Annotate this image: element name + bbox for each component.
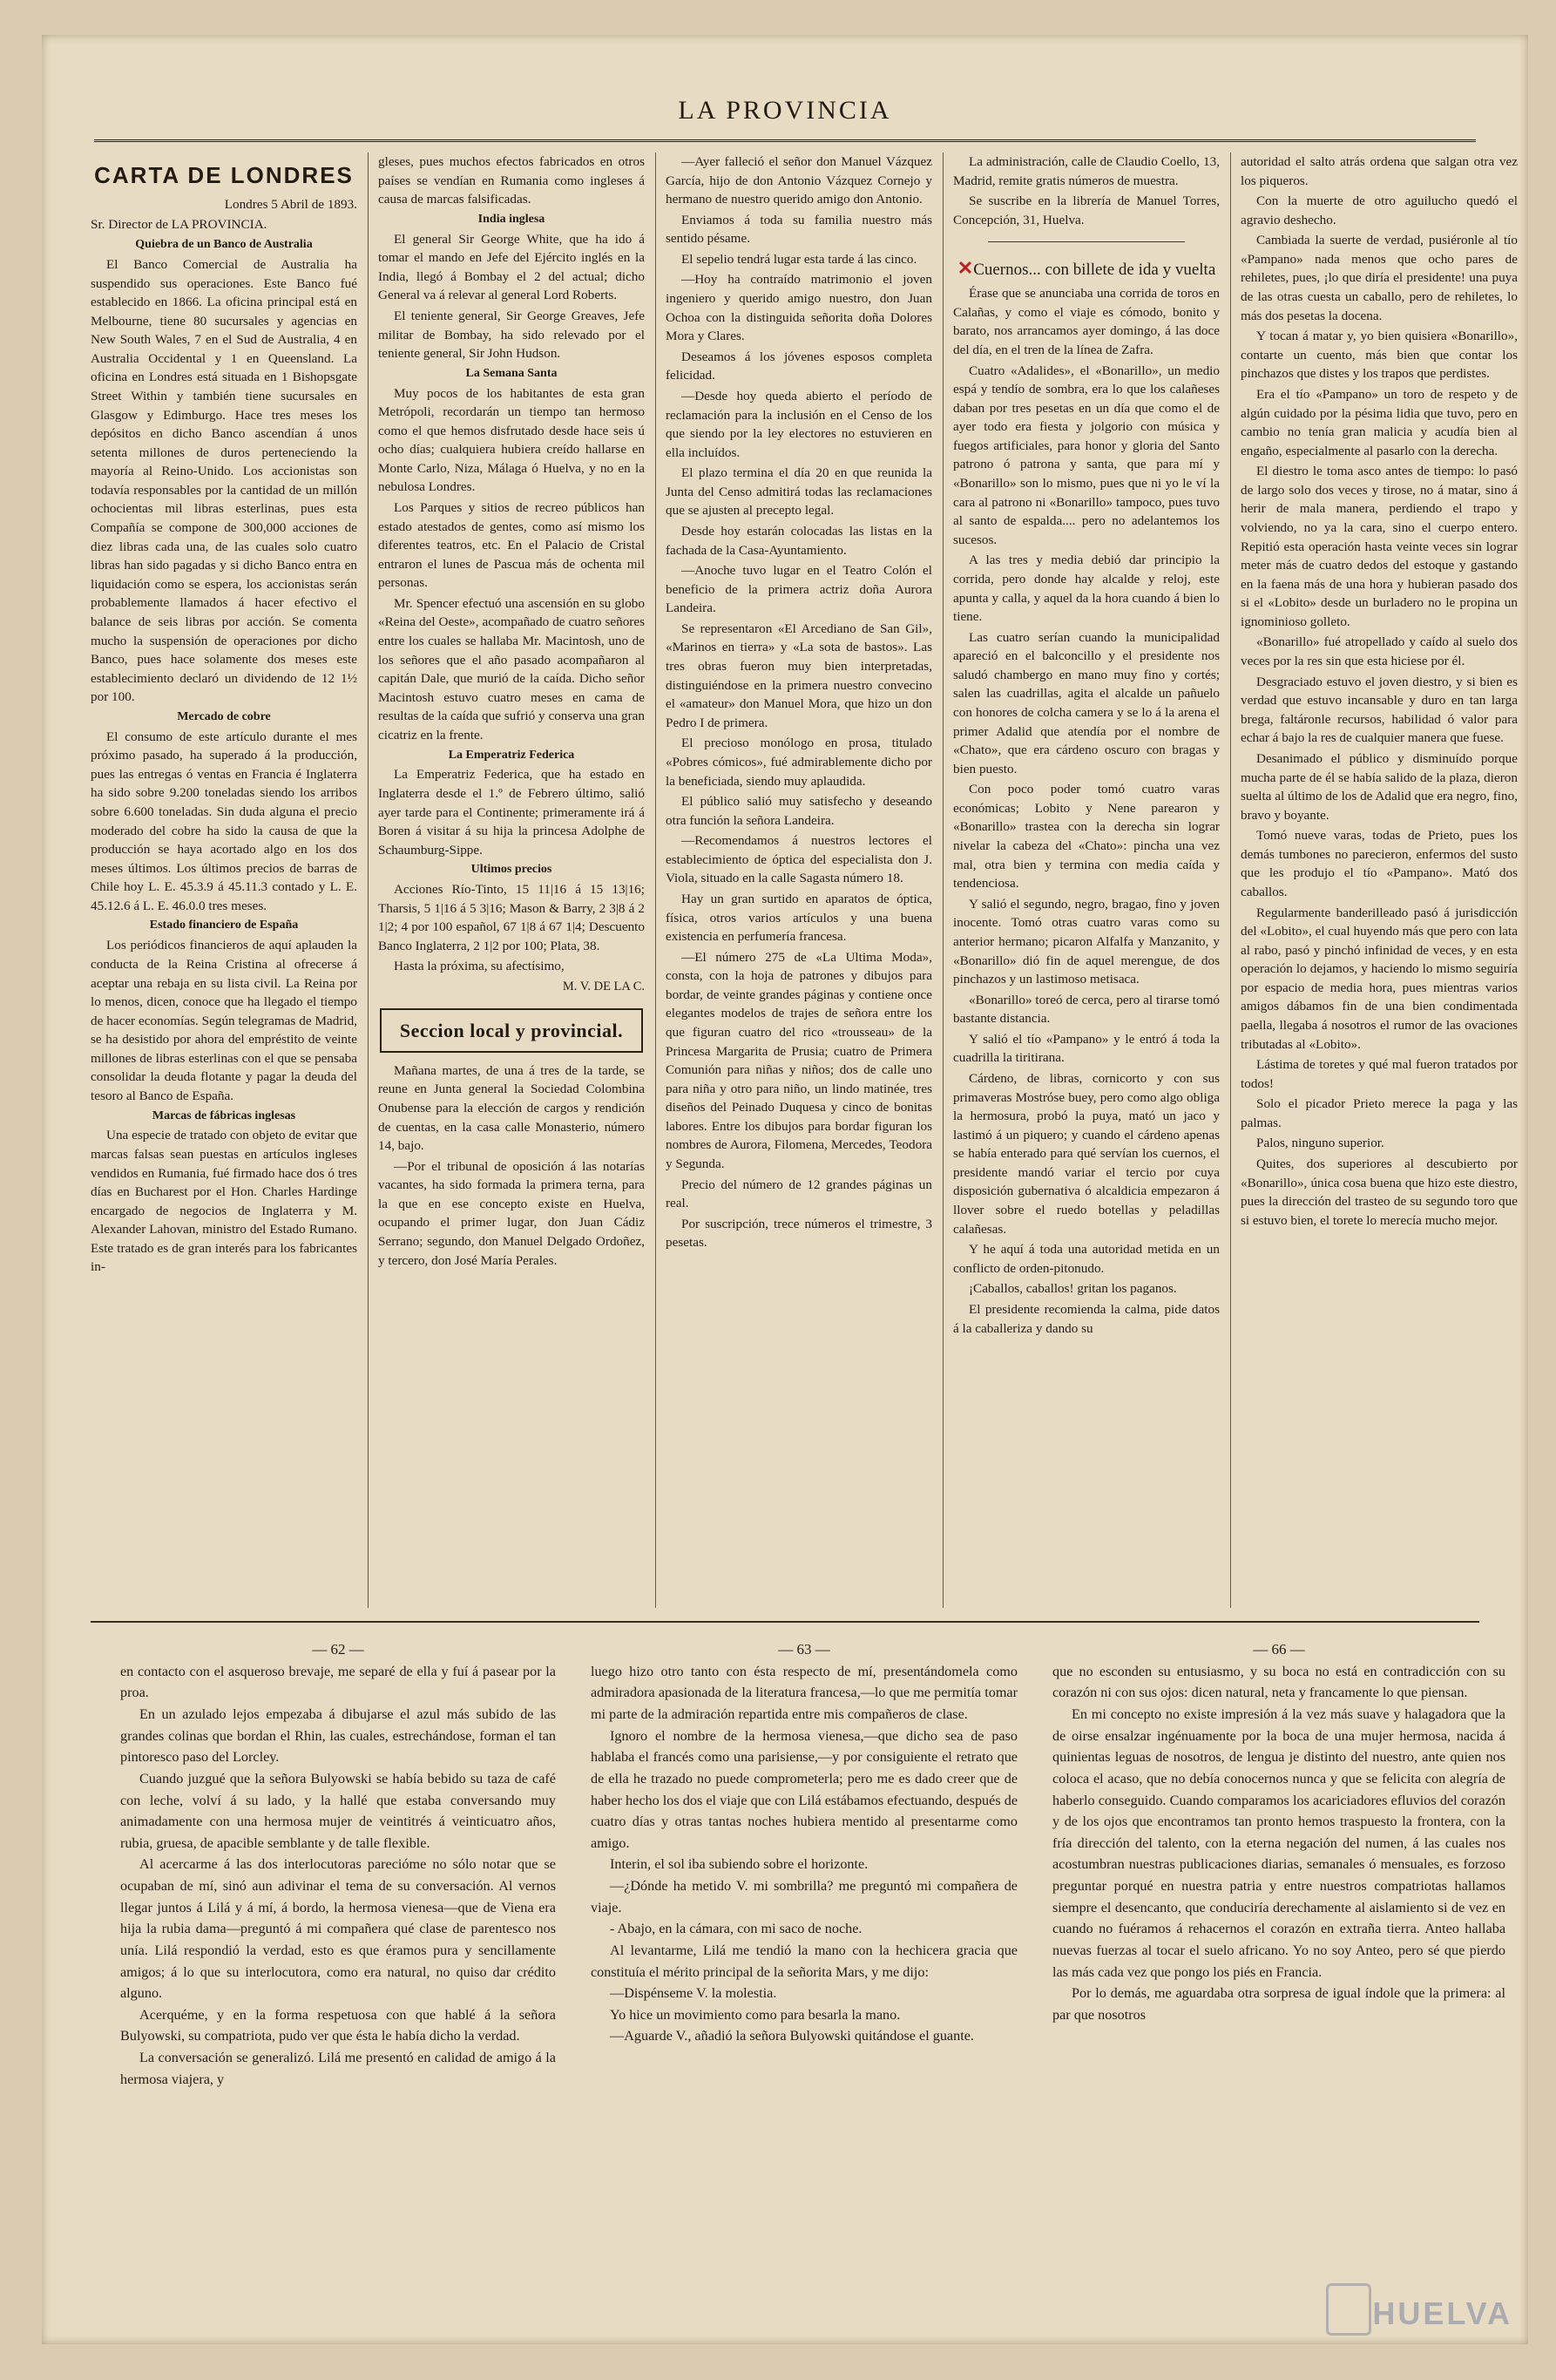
divider bbox=[988, 241, 1185, 242]
paragraph: Enviamos á toda su familia nuestro más sentido pésame. bbox=[666, 212, 932, 247]
paragraph: Y salió el tío «Pampano» y le entró á toda la cuadrilla la tiritirana. bbox=[953, 1031, 1220, 1066]
paragraph: —Dispénseme V. la molestia. bbox=[610, 1985, 777, 2002]
paragraph: «Bonarillo» fué atropellado y caído al suelo dos veces por la res sin que esta hiciese por él. bbox=[1241, 634, 1518, 669]
paragraph: que no esconden su entusiasmo, y su boca no está en contradicción con su corazón ni con sus ojos: dicen natural, neta y francamente lo que piensan. bbox=[1052, 1663, 1505, 1701]
paragraph: Y salió el segundo, negro, bragao, fino y joven inocente. Tomó otras cuatro varas como su anterior hermano; picaron Alfalfa y Manzanito, y «Bonarillo» dió fin de aquel merengue, de dos pinchazos y un lastimoso metisaca. bbox=[953, 896, 1220, 987]
paragraph: Los periódicos financieros de aquí aplauden la conducta de la Reina Cristina al ofrecerse á aceptar una rebaja en su lista civil. La Reina por lo menos, dicen, conoce que ha llegado el tiempo de hacer economías. Según telegramas de Madrid, se ha desistido por ahora del empréstito de veinte millones de libras esterlinas con el que se pensaba consolidar la deuda flotante y pagar la deuda del tesoro al Banco de España. bbox=[91, 938, 357, 1103]
paragraph: La Emperatriz Federica, que ha estado en Inglaterra desde el 1.º de Febrero último, salió ayer tarde para el Continente; primeramente irá á Boren á visitar á su hija la princesa Adolphe de Schaumburg-Sippe. bbox=[378, 767, 645, 858]
page-number: — 63 — bbox=[778, 1641, 830, 1658]
paragraph: Solo el picador Prieto merece la paga y las palmas. bbox=[1241, 1096, 1518, 1130]
paragraph: Cuatro «Adalides», el «Bonarillo», un medio espá y tendío de sombra, era lo que los calañeses daban por tres pesetas en un día que como el de ayer todo era fiesta y jolgorio con música y fuegos artificiales, para honor y gloria del Santo patrono ó patrona y santa, que para mí y «Bonarillo» son lo mismo, pues que ni yo le ví la cara al patrono ni «Bonarillo» tampoco, pues tuvo al santo de espalda.... pero no adelantemos los sucesos. bbox=[953, 363, 1220, 547]
paragraph: Por lo demás, me aguardaba otra sorpresa de igual índole que la primera: al par que nosotros bbox=[1052, 1985, 1505, 2023]
paragraph: Por suscripción, trece números el trimestre, 3 pesetas. bbox=[666, 1216, 932, 1251]
subheading: Estado financiero de España bbox=[149, 919, 299, 932]
paragraph: Quites, dos superiores al descubierto por «Bonarillo», única cosa buena que hizo este diestro, pues la dirección del trasteo de su segundo toro que si estuvo bien, el torete lo merecía mucho mejor. bbox=[1241, 1156, 1518, 1228]
column-3 bbox=[666, 153, 932, 1608]
newspaper-page bbox=[91, 153, 1528, 1608]
subheading: Mercado de cobre bbox=[177, 709, 271, 723]
paragraph: Hasta la próxima, su afectísimo, bbox=[394, 959, 565, 974]
bullfight-headline bbox=[953, 254, 1220, 282]
paragraph: —El número 275 de «La Ultima Moda», consta, con la hoja de patrones y dibujos para bordar, de veinte grandes páginas y contiene once elegantes modelos de trajes de señora entre los que figuran cuatro del rico «trousseau» de la Princesa Margarita de Prusia; cuatro de Primera Comunión para niñas y niños; dos de calle uno para niña y otro para niño, un lindo matinée, tres diseños del Peinado Duquesa y cinco de bonitas labores. Entre los dibujos para bordar figuran los nombres de Aurora, Filomena, Mercedes, Teodora y Segunda. bbox=[666, 949, 932, 1172]
section-heading-box: Seccion local y provincial. bbox=[380, 1008, 643, 1053]
column-5 bbox=[1241, 153, 1518, 1608]
paragraph: autoridad el salto atrás ordena que salgan otra vez los piqueros. bbox=[1241, 154, 1518, 188]
paragraph: en contacto con el asqueroso brevaje, me separé de ella y fuí á pasear por la proa. bbox=[120, 1663, 556, 1701]
paragraph: Interin, el sol iba subiendo sobre el horizonte. bbox=[610, 1856, 869, 1873]
column-4 bbox=[953, 153, 1220, 1608]
paragraph: Al acercarme á las dos interlocutoras parecióme no sólo notar que se ocupaban de mí, sinó aun adivinar el tema de su conversación. Al vernos llegar juntos á Lilá y á mí, á bordo, la hermosa vienesa—que de Viena era hija la rubia dama—preguntó á mi compañera qué clase de parentesco nos unía. Lilá respondió la verdad, esto es que éramos pura y sencillamente amigos; á lo que su interlocutora, como era natural, no quiso dar crédito alguno. bbox=[120, 1856, 556, 2002]
subheading: La Semana Santa bbox=[465, 366, 558, 380]
masthead-title: LA PROVINCIA bbox=[678, 96, 892, 125]
folletin-section bbox=[42, 1638, 1528, 2344]
paragraph: A las tres y media debió dar principio la corrida, pero donde hay alcalde y reloj, este apunta y calla, y aquel da la hora cuando á bien lo tiene. bbox=[953, 553, 1220, 625]
paragraph: Una especie de tratado con objeto de evitar que marcas falsas sean puestas en artículos ingleses vendidos en Rumania, fué firmado hace dos ó tres días en Bucharest por el Hon. Charles Hardinge encargado de negocios de Inglaterra y M. Alexander Lahovan, ministro del Estado Rumano. Este tratado es de gran interés para los fabricantes in- bbox=[91, 1128, 357, 1275]
paragraph: El presidente recomienda la calma, pide datos á la caballeriza y dando su bbox=[953, 1301, 1220, 1336]
salutation: Sr. Director de LA PROVINCIA. bbox=[91, 217, 267, 233]
subheading: Ultimos precios bbox=[470, 863, 552, 877]
paragraph: Desanimado el público y disminuído porque mucha parte de él se había salido de la plaza, dieron suelta al último de los de Adalid que era negro, fino, bravo y boyante. bbox=[1241, 750, 1518, 823]
paragraph: El Banco Comercial de Australia ha suspendido sus operaciones. Este Banco fué establecido en 1866. La oficina principal está en Melbourne, tiene 80 sucursales y agencias en New South Wales, 7 en el Sud de Australia, 4 en Australia Occidental y 1 en Queensland. La oficina en Londres está situada en 1 Bishopsgate Street Within y también tiene sucursales en Glasgow y Edimburgo. Hace tres meses los depósitos en dicho Banco ascendían á unos setenta millones de duros perteneciendo la mayoría al Reino-Unido. Los accionistas son todavía responsables por la cantidad de un millón ochocientas mil libras esterlinas, pues esta Compañía se compone de 300,000 acciones de diez libras cada una, de las cuales solo cuatro libras han sido pagadas y si dicho Banco entra en liquidación como se espera, los accionistas serán probablemente llamados á hacer efectivo el balance de seis libras por acción. Se comenta mucho la suspensión de operaciones por dicho Banco, pues hace solamente dos meses este establecimiento declaró un dividendo de 12 1½ por 100. bbox=[91, 256, 357, 705]
paragraph: gleses, pues muchos efectos fabricados en otros países se vendían en Rumania como ingleses á causa de marcas falsificadas. bbox=[378, 154, 645, 207]
paragraph: Con poco poder tomó cuatro varas económicas; Lobito y Nene parearon y «Bonarillo» trastea con la derecha sin lograr nivelar la cabeza del «Chato»: pincha una vez mal, otra bien y termina con media caída y tendenciosa. bbox=[953, 782, 1220, 892]
newspaper-sheet bbox=[42, 35, 1528, 2344]
paragraph: —¿Dónde ha metido V. mi sombrilla? me preguntó mi compañera de viaje. bbox=[591, 1878, 1018, 1916]
paragraph: Se representaron «El Arcediano de San Gil», «Marinos en tierra» y «La sota de bastos». Las tres obras fueron muy bien interpretadas, distinguiéndose en la primera nuestro convecino el «amateur» don Manuel Mora, que hizo un don Pedro I de primera. bbox=[666, 620, 932, 730]
paragraph: La conversación se generalizó. Lilá me presentó en calidad de amigo á la hermosa viajera, y bbox=[120, 2050, 556, 2087]
column-rule bbox=[655, 153, 656, 1608]
paragraph: Al levantarme, Lilá me tendió la mano con la hechicera gracia que constituía el mérito principal de la señorita Mars, y me dijo: bbox=[591, 1942, 1018, 1980]
paragraph: Cárdeno, de libras, cornicorto y con sus primaveras Mostróse buey, pero como algo obliga la hermosura, probó la puya, mató un jaco y lastimó á un piquero; y cuando el cárdeno apenas se había enterado para qué servían los cuernos, el presidente mandó variar el tercio por cuya disposición gubernativa ó alcaldicia empezaron á llover sobre el ruedo botellas y peladillas calañesas. bbox=[953, 1070, 1220, 1237]
paragraph: El sepelio tendrá lugar esta tarde á las cinco. bbox=[681, 251, 917, 267]
paragraph: —Aguarde V., añadió la señora Bulyowski quitándose el guante. bbox=[610, 2028, 974, 2044]
subheading: Marcas de fábricas inglesas bbox=[152, 1109, 296, 1122]
paragraph: —Recomendamos á nuestros lectores el establecimiento de óptica del especialista don J. Viola, situado en la calle Sagasta número 18. bbox=[666, 833, 932, 886]
paragraph: Las cuatro serían cuando la municipalidad apareció en el balconcillo y el presidente nos saludó chambergo en mano muy fino y cortés; salen las cuadrillas, agita el alcalde un pañuelo con honores de colcha camera y se lo á la arena el primer Adalid que atendía por el nombre de «Chato», que era cárdeno oscuro con bragas y bien puesto. bbox=[953, 629, 1220, 776]
paragraph: Hay un gran surtido en aparatos de óptica, física, otros varios artículos y una buena existencia en perfumería francesa. bbox=[666, 891, 932, 945]
subheading: La Emperatriz Federica bbox=[448, 748, 575, 762]
paragraph: Yo hice un movimiento como para besarla la mano. bbox=[610, 2006, 901, 2023]
paragraph: El teniente general, Sir George Greaves, Jefe militar de Bombay, ha sido relevado por el teniente general, Sir John Hudson. bbox=[378, 308, 645, 362]
paragraph: Y tocan á matar y, yo bien quisiera «Bonarillo», contarte un cuento, más bien que contar los pinchazos que distes y los trapos que perdistes. bbox=[1241, 329, 1518, 382]
book-page-62 bbox=[120, 1638, 556, 2344]
paragraph: Regularmente banderilleado pasó á jurisdicción del «Lobito», el cual huyendo más que pero con lata al rabo, pasó y pinchó infinidad de veces, y en esta operación lo dejamos, y haciendo lo mismo seguiría por espacio de media hora, pues mientras varios amigos dábamos fin de una bien condimentada paella, llegaba á nosotros el rumor de las ovaciones tributadas al «Lobito». bbox=[1241, 905, 1518, 1052]
paragraph: —Anoche tuvo lugar en el Teatro Colón el beneficio de la primera actriz doña Aurora Landeira. bbox=[666, 563, 932, 616]
paragraph: ¡Caballos, caballos! gritan los paganos. bbox=[969, 1281, 1177, 1297]
paragraph: «Bonarillo» toreó de cerca, pero al tirarse tomó bastante distancia. bbox=[953, 992, 1220, 1027]
page-number: — 66 — bbox=[1253, 1641, 1305, 1658]
headline-text: Cuernos... con billete de ida y vuelta bbox=[973, 261, 1216, 280]
paragraph: El público salió muy satisfecho y deseando otra función la señora Landeira. bbox=[666, 794, 932, 828]
column-rule bbox=[943, 153, 944, 1608]
paragraph: Mañana martes, de una á tres de la tarde, se reune en Junta general la Sociedad Colombina Onubense para la elección de cargos y rendición de cuentas, en la casa calle Monasterio, número 14, bajo. bbox=[378, 1062, 645, 1154]
book-page-63 bbox=[591, 1638, 1018, 2344]
subheading: India inglesa bbox=[477, 212, 545, 226]
column-2 bbox=[378, 153, 645, 1608]
paragraph: El diestro le toma asco antes de tiempo: lo pasó de largo solo dos veces y tirose, no á matar, sino á herir de mala manera, perdiendo el trapo y volviendo, no ya la cara, sino el cuerpo entero. Repitió esta operación hasta veinte veces sin lograr meter más de cuatro dedos del estoque y gastando en la faena más de una hora y hubieran pasado dos si el «Lobito» desde un burladero no le propina un ignominioso golleto. bbox=[1241, 464, 1518, 629]
paragraph: - Abajo, en la cámara, con mi saco de noche. bbox=[610, 1921, 863, 1937]
paragraph: Los Parques y sitios de recreo públicos han estado atestados de gentes, como así mismo los diferentes teatros, etc. En el Palacio de Cristal entraron el lunes de Pascua más de ochenta mil personas. bbox=[378, 500, 645, 591]
paragraph: El plazo termina el día 20 en que reunida la Junta del Censo admitirá todas las reclamaciones que se ajusten al precepto legal. bbox=[666, 465, 932, 519]
paragraph: Desde hoy estarán colocadas las listas en la fachada de la Casa-Ayuntamiento. bbox=[666, 523, 932, 558]
paragraph: —Desde hoy queda abierto el período de reclamación para la inclusión en el Censo de los que siendo por la ley electores no estuvieren en ella incluídos. bbox=[666, 388, 932, 460]
paragraph: Precio del número de 12 grandes páginas un real. bbox=[666, 1176, 932, 1211]
paragraph: Muy pocos de los habitantes de esta gran Metrópoli, recordarán un tiempo tan hermoso como el que hemos disfrutado desde hace seis ú ocho días; cualquiera hubiera creído hallarse en Monte Carlo, Niza, Málaga ó Huelva, y no en la nebulosa Londres. bbox=[378, 385, 645, 495]
masthead-bar bbox=[94, 70, 1476, 142]
paragraph: Lástima de toretes y qué mal fueron tratados por todos! bbox=[1241, 1057, 1518, 1091]
article-title: CARTA DE LONDRES bbox=[94, 162, 354, 188]
archive-logo-icon bbox=[1326, 2283, 1371, 2336]
paragraph: Cambiada la suerte de verdad, pusiéronle al tío «Pampano» nada menos que ocho pares de rehiletes, pues, ¡lo que diría el presidente! una puya de las otras cuesta un caballo, pero de rehiletes, lo más dos pesetas la docena. bbox=[1241, 233, 1518, 323]
paragraph: Palos, ninguno superior. bbox=[1256, 1136, 1384, 1151]
paragraph: En mi concepto no existe impresión á la vez más suave y halagadora que la de oirse ensalzar ingénuamente por la boca de una mujer hermosa, nacida á quinientas leguas de nosotros, de lengua je distinto del nuestro, ante quien nos coloca el acaso, que no debía conocernos nunca y que se felicita con alegría de haberlo conseguido. Cuando comparamos los acariciadores efluvios del corazón y de los ojos que encontramos tan pronto hemos traspuesto la frontera, con la fría dirección del talento, con la eterna negación del numen, á las cuales nos acostumbran nuestras publicaciones diarias, semanales ó mensuales, es forzoso preguntar porqué en nuestra patria y entre nuestros compatriotas hallamos siempre el desencanto, que conduciría derechamente al aislamiento si de vez en cuando no fuéramos á rehacernos el corazón en extraña tierra. Anteo hallaba nuevas fuerzas al tocar el suelo africano. Yo no soy Anteo, pero sé que pierdo las más cada vez que pongo los piés en Francia. bbox=[1052, 1706, 1505, 1980]
paragraph: —Por el tribunal de oposición á las notarías vacantes, ha sido formada la primera terna, para la que en ese concepto existe en Huelva, ocupando el primer lugar, don Juan Cádiz Serrano; segundo, don Manuel Delgado Ordoñez, y tercero, don José María Perales. bbox=[378, 1158, 645, 1268]
paragraph: Tomó nueve varas, todas de Prieto, pues los demás tumbones no parecieron, enfermos del susto que les produjo el tío «Pampano». Mató dos caballos. bbox=[1241, 828, 1518, 899]
paragraph: El precioso monólogo en prosa, titulado «Pobres cómicos», fué admirablemente dicho por la beneficiada, siendo muy aplaudida. bbox=[666, 736, 932, 789]
paragraph: Deseamos á los jóvenes esposos completa felicidad. bbox=[666, 349, 932, 383]
paragraph: Era el tío «Pampano» un toro de respeto y de algún cuidado por la pésima lidia que tuvo, pero en cambio no tenía gran malicia y acudía bien al engaño, especialmente al pasarlo con la derecha. bbox=[1241, 386, 1518, 458]
folletin-rule bbox=[91, 1621, 1479, 1626]
paragraph: El consumo de este artículo durante el mes próximo pasado, ha superado á la producción, pues las entregas ó ventas en Francia é Inglaterra ha sido sobre 9.200 toneladas siendo los arribos sobre 6.600 toneladas. Sin duda alguna el precio moderado del cobre ha sido la causa de que la producción se haya acortado algo en los dos meses últimos. Los últimos precios de barras de Chile hoy L. E. 45.3.9 á 45.11.3 contado y L. E. 45.12.6 á L. E. 46.0.0 tres meses. bbox=[91, 729, 357, 913]
paragraph: La administración, calle de Claudio Coello, 13, Madrid, remite gratis números de muestra. bbox=[953, 154, 1220, 188]
cross-mark-icon: ✕ bbox=[957, 257, 974, 280]
paragraph: —Ayer falleció el señor don Manuel Vázquez García, hijo de don Antonio Vázquez Cornejo y hermano de nuestro querido amigo don Antonio. bbox=[666, 154, 932, 207]
column-1 bbox=[91, 153, 357, 1608]
column-rule bbox=[1230, 153, 1231, 1608]
signature: M. V. DE LA C. bbox=[562, 980, 645, 994]
paragraph: El general Sir George White, que ha ido á tomar el mando en Jefe del Ejército inglés en la India, llegó á Bombay el 2 del actual; dicho General va á relevar al general Lord Roberts. bbox=[378, 231, 645, 303]
paragraph: Acciones Río-Tinto, 15 11|16 á 15 13|16; Tharsis, 5 1|16 á 5 3|16; Mason & Barry, 2 3|8 á 2 1|2; 4 por 100 español, 67 1|8 á 67 1|4; Descuento Banco Inglaterra, 2 1|2 por 100; Plata, 38. bbox=[378, 882, 645, 953]
page-number: — 62 — bbox=[312, 1641, 364, 1658]
paragraph: Acerquéme, y en la forma respetuosa con que hablé á la señora Bulyowski, su compatriota, pudo ver que ésta le había dicho la verdad. bbox=[120, 2006, 556, 2044]
paragraph: Cuando juzgué que la señora Bulyowski se había bebido su taza de café con leche, volví á su lado, y la hallé que estaba conversando muy animadamente con una hermosa mujer de veintitrés á veinticuatro años, rubia, gruesa, de apacible semblante y de talle flexible. bbox=[120, 1770, 556, 1851]
paragraph: En un azulado lejos empezaba á dibujarse el azul más subido de las grandes colinas que bordan el Rhin, las cuales, estrechándose, forman el tan pintoresco paso del Lorcley. bbox=[120, 1706, 556, 1766]
paragraph: Mr. Spencer efectuó una ascensión en su globo «Reina del Oeste», acompañado de cuatro señores entre los cuales se hallaba Mr. Macintosh, uno de los señores que el año pasado acompañaron al capitán Dale, que murió de la caída. Dicho señor Macintosh estuvo cuatro meses en cama de resultas de la caída que sufrió y conserva una gran cicatriz en la frente. bbox=[378, 595, 645, 742]
column-rule bbox=[368, 153, 369, 1608]
subheading: Quiebra de un Banco de Australia bbox=[135, 238, 313, 252]
paragraph: Ignoro el nombre de la hermosa vienesa,—que dicho sea de paso hablaba el francés como una parisiense,—y por consiguiente el retrato que de ella he trazado no puede comprometerla; pero me es dado creer que de haber hecho los dos el viaje que con Lilá estábamos efectuando, después de cuatro días y otras tantas noches hubiera mentido al presentarme como amigo. bbox=[591, 1727, 1018, 1851]
dateline: Londres 5 Abril de 1893. bbox=[224, 196, 357, 212]
paragraph: Se suscribe en la librería de Manuel Torres, Concepción, 31, Huelva. bbox=[953, 193, 1220, 227]
book-page-66 bbox=[1052, 1638, 1505, 2344]
paragraph: Desgraciado estuvo el joven diestro, y si bien es verdad que estuvo incansable y duro en tan larga brega, faltáronle recursos, habilidad ó valor para echar á bajo la res de cualquier manera que fuese. bbox=[1241, 674, 1518, 746]
paragraph: Érase que se anunciaba una corrida de toros en Calañas, y como el viaje es cómodo, bonito y barato, nos arrancamos ayer domingo, á las doce del día, en el tren de la línea de Zafra. bbox=[953, 286, 1220, 358]
paragraph: —Hoy ha contraído matrimonio el joven ingeniero y querido amigo nuestro, don Juan Ochoa con la distinguida señorita doña Dolores Mora y Clares. bbox=[666, 272, 932, 344]
paragraph: luego hizo otro tanto con ésta respecto de mí, presentándomela como admiradora apasionada de la literatura francesa,—lo que me permitía tomar mi parte de la admiración repartida entre mis compañeros de clase. bbox=[591, 1663, 1018, 1723]
paragraph: Y he aquí á toda una autoridad metida en un conflicto de orden-pitonudo. bbox=[953, 1242, 1220, 1276]
archive-watermark: HUELVA bbox=[1372, 2295, 1512, 2331]
paragraph: Con la muerte de otro aguilucho quedó el agravio deshecho. bbox=[1241, 193, 1518, 227]
